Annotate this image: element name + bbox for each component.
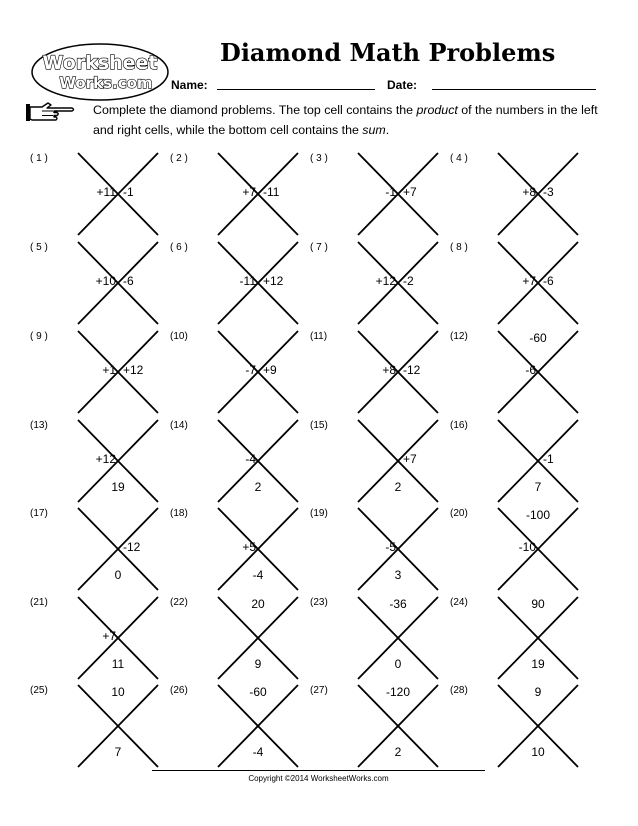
problem-number: (16) (450, 420, 468, 431)
cell-bottom: 7 (114, 745, 122, 759)
cell-bottom: 7 (534, 480, 542, 494)
pointing-hand-icon (24, 100, 76, 124)
cell-top: -36 (389, 597, 407, 611)
cell-left: +7 (242, 185, 256, 199)
cell-right: +7 (403, 452, 417, 466)
cell-left: -5 (385, 540, 396, 554)
diamond-problem (450, 685, 585, 770)
cell-bottom: -4 (252, 568, 264, 582)
cell-left: +8 (522, 185, 536, 199)
problem-number: ( 6 ) (170, 242, 188, 253)
cell-right: +12 (263, 274, 284, 288)
emphasis-product: product (416, 103, 458, 117)
cell-top: -60 (249, 685, 267, 699)
cell-bottom: 19 (111, 480, 125, 494)
cell-left: -6 (525, 363, 536, 377)
cell-right: +9 (263, 363, 277, 377)
cell-top: 10 (111, 685, 125, 699)
footer-divider (152, 770, 485, 771)
cell-right: -11 (263, 185, 280, 199)
diamond-problem (450, 597, 585, 682)
cell-right: -3 (543, 185, 554, 199)
cell-left: +8 (382, 363, 396, 377)
cell-left: -4 (245, 452, 256, 466)
cell-left: +10 (95, 274, 116, 288)
problem-number: (12) (450, 331, 468, 342)
problem-number: (27) (310, 685, 328, 696)
cell-left: -1 (385, 185, 396, 199)
diamond-problem (310, 153, 445, 238)
problem-number: (28) (450, 685, 468, 696)
cell-left: +7 (102, 629, 116, 643)
cell-bottom: 3 (394, 568, 402, 582)
problem-number: ( 2 ) (170, 153, 188, 164)
cell-right: -1 (123, 185, 134, 199)
problem-number: (22) (170, 597, 188, 608)
logo-line2: Works.com (59, 74, 153, 92)
name-label: Name: (171, 78, 208, 92)
cell-left: +12 (95, 452, 116, 466)
cell-bottom: 11 (111, 657, 125, 671)
problem-number: ( 3 ) (310, 153, 328, 164)
cell-bottom: 0 (394, 657, 402, 671)
cell-left: +5 (242, 540, 256, 554)
problem-number: ( 5 ) (30, 242, 48, 253)
cell-left: +7 (522, 274, 536, 288)
diamond-problem (310, 331, 445, 416)
diamond-problem (310, 508, 445, 593)
diamond-problem (170, 331, 305, 416)
diamond-problem (170, 242, 305, 327)
copyright-text: Copyright ©2014 WorksheetWorks.com (248, 774, 389, 783)
cell-right: -12 (403, 363, 421, 377)
cell-right: +12 (123, 363, 144, 377)
cell-left: +1 (102, 363, 116, 377)
cell-bottom: 10 (531, 745, 545, 759)
problem-number: (13) (30, 420, 48, 431)
logo-line1: Worksheet (42, 52, 158, 74)
problem-number: (26) (170, 685, 188, 696)
cell-bottom: 2 (254, 480, 262, 494)
diamond-problem (30, 597, 165, 682)
diamond-problem (310, 420, 445, 505)
page-title: Diamond Math Problems (220, 38, 556, 67)
diamond-problem (450, 420, 585, 505)
cell-right: -1 (543, 452, 554, 466)
problem-number: ( 8 ) (450, 242, 468, 253)
problem-number: (17) (30, 508, 48, 519)
cell-top: 20 (251, 597, 265, 611)
diamond-problem (450, 242, 585, 327)
cell-bottom: 2 (394, 745, 402, 759)
problem-number: (21) (30, 597, 48, 608)
problem-number: ( 9 ) (30, 331, 48, 342)
diamond-problem (170, 153, 305, 238)
diamond-problem (30, 331, 165, 416)
cell-right: -2 (403, 274, 414, 288)
cell-left: -7 (245, 363, 256, 377)
diamond-problem (450, 508, 585, 593)
problem-number: (25) (30, 685, 48, 696)
cell-left: -10 (518, 540, 536, 554)
emphasis-sum: sum (362, 123, 386, 137)
diamond-problem (310, 597, 445, 682)
name-field-line[interactable] (217, 89, 375, 90)
date-label: Date: (387, 78, 418, 92)
problem-number: (15) (310, 420, 328, 431)
diamond-problem (170, 597, 305, 682)
problem-number: (19) (310, 508, 328, 519)
cell-top: -100 (526, 508, 551, 522)
problem-number: (10) (170, 331, 188, 342)
cell-top: 9 (534, 685, 542, 699)
problem-number: (11) (310, 331, 328, 342)
diamond-problem (30, 508, 165, 593)
diamond-problem (170, 685, 305, 770)
problem-number: (18) (170, 508, 188, 519)
problem-number: (24) (450, 597, 468, 608)
cell-bottom: 19 (531, 657, 545, 671)
cell-bottom: 0 (114, 568, 122, 582)
cell-bottom: -4 (252, 745, 264, 759)
cell-top: -120 (386, 685, 411, 699)
problem-number: (14) (170, 420, 188, 431)
diamond-problem (450, 153, 585, 238)
diamond-problem (310, 242, 445, 327)
diamond-problem (450, 331, 585, 416)
diamond-problem (30, 685, 165, 770)
diamond-problem (170, 420, 305, 505)
cell-left: -11 (239, 274, 256, 288)
diamond-problem (30, 242, 165, 327)
diamond-problem (30, 420, 165, 505)
cell-bottom: 2 (394, 480, 402, 494)
cell-top: -60 (529, 331, 547, 345)
problem-number: ( 1 ) (30, 153, 48, 164)
cell-left: +11 (96, 185, 116, 199)
problem-number: ( 7 ) (310, 242, 328, 253)
diamond-problem (310, 685, 445, 770)
cell-right: +7 (403, 185, 417, 199)
instructions-text: Complete the diamond problems. The top cell contains the product of the numbers in the left and right cells, while the bottom cell contains the sum. (93, 103, 598, 137)
date-field-line[interactable] (432, 89, 596, 90)
diamond-problem (170, 508, 305, 593)
cell-top: 90 (531, 597, 545, 611)
diamond-problem (30, 153, 165, 238)
problem-number: (20) (450, 508, 468, 519)
cell-bottom: 9 (254, 657, 262, 671)
worksheetworks-logo (30, 42, 170, 102)
problem-number: ( 4 ) (450, 153, 468, 164)
cell-right: -12 (123, 540, 141, 554)
cell-left: +12 (375, 274, 396, 288)
problem-number: (23) (310, 597, 328, 608)
cell-right: -6 (123, 274, 134, 288)
cell-right: -6 (543, 274, 554, 288)
